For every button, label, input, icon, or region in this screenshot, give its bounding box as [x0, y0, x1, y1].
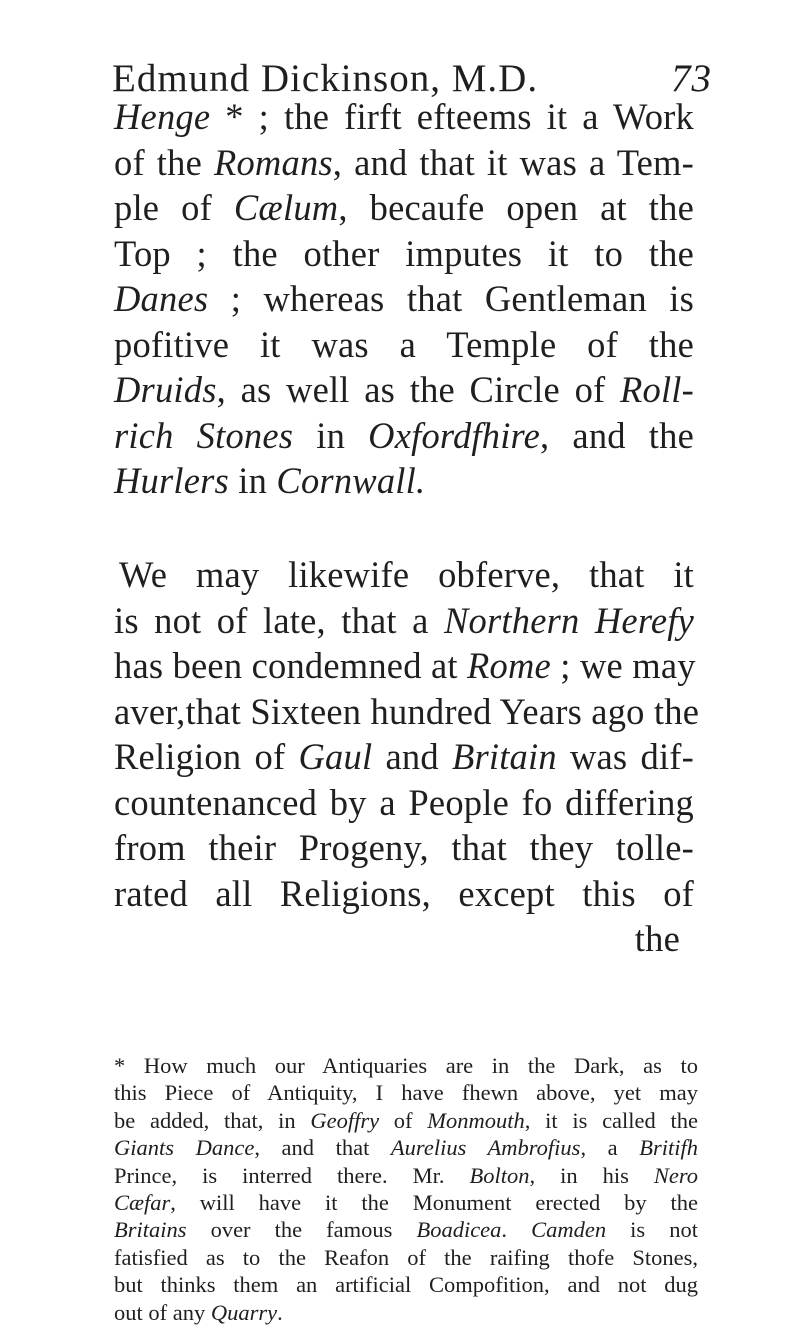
italic-term: Britifh [639, 1135, 698, 1161]
italic-term: Boadicea [416, 1217, 502, 1243]
text-run: , in his [529, 1162, 654, 1188]
footnote-line: but thinks them an artificial Compofition, and not dug [114, 1272, 698, 1298]
italic-term: Britain [451, 736, 557, 777]
text-run: and [372, 736, 452, 777]
footnote-line [114, 1299, 698, 1326]
text-run: over the famous [186, 1217, 417, 1243]
text-line [114, 367, 694, 413]
italic-term: Roll- [620, 369, 694, 410]
italic-term: Henge [114, 96, 211, 137]
italic-term: Cælum [233, 187, 339, 228]
italic-term: Camden [531, 1217, 607, 1243]
text-run: of [379, 1107, 428, 1133]
text-run: , as well as the Circle of [216, 369, 621, 410]
page-number: 73 [671, 57, 712, 100]
paragraph-1 [114, 94, 694, 504]
text-run: has been condemned at [114, 645, 468, 686]
text-run: out of any [114, 1299, 211, 1325]
text-run: Religion of [114, 736, 299, 777]
text-line: pofitive it was a Temple of the [114, 323, 694, 365]
footnote-line [114, 1134, 698, 1161]
footnote [114, 1052, 698, 1326]
text-line [114, 734, 694, 780]
text-run: , becaufe open at the [338, 187, 694, 228]
footnote-line [114, 1162, 698, 1189]
footnote-line [114, 1107, 698, 1134]
italic-term: Britains [114, 1217, 187, 1243]
italic-term: Quarry [210, 1299, 278, 1325]
text-run: in [228, 460, 277, 501]
text-run: , will have it the Monument erected by the [170, 1189, 698, 1215]
footnote-line [114, 1216, 698, 1243]
text-run: , it is called the [524, 1107, 698, 1133]
paragraph-2 [114, 552, 700, 962]
text-run: , and that it was a Tem- [332, 141, 694, 183]
text-run: was dif- [556, 736, 694, 777]
text-run: , a [580, 1135, 640, 1161]
italic-term: Northern Herefy [444, 599, 695, 641]
footnote-line: fatisfied as to the Reafon of the raifing thofe Stones, [114, 1244, 698, 1270]
text-line: countenanced by a People fo differing [114, 781, 694, 823]
text-run: ; whereas that Gentleman is [208, 278, 694, 319]
text-run: is not of late, that a [114, 599, 444, 641]
text-line: rated all Religions, except this of [114, 872, 694, 914]
italic-term: Hurlers [114, 460, 229, 501]
italic-term: Druids [114, 369, 217, 410]
italic-term: Bolton [469, 1162, 530, 1188]
running-title: Edmund Dickinson, M.D. [112, 57, 539, 100]
italic-term: Nero [653, 1162, 698, 1188]
text-line: from their Progeny, that they tolle- [114, 827, 694, 868]
italic-term: Romans [213, 141, 333, 183]
small-caps-opening: We [119, 554, 168, 595]
italic-term: Giants Dance [114, 1135, 255, 1161]
footnote-line: this Piece of Antiquity, I have fhewn above, yet may [114, 1080, 698, 1106]
italic-term: Danes [114, 278, 209, 319]
text-line: Top ; the other imputes it to the [114, 232, 694, 274]
text-run: , and the [540, 414, 694, 456]
text-run: ; we may [550, 645, 696, 686]
text-run: may likewife obferve, that it [167, 554, 694, 595]
footnote-line: * How much our Antiquaries are in the Dark, as to [114, 1053, 698, 1078]
text-run: ple of [114, 187, 234, 228]
italic-term: Oxfordfhire [368, 414, 540, 456]
text-run: Prince, is interred there. Mr. [114, 1162, 470, 1188]
text-run: , and that [254, 1135, 391, 1161]
text-line [114, 94, 694, 140]
text-run: in [293, 414, 369, 456]
text-line [114, 552, 694, 598]
text-run: of the [114, 141, 214, 183]
catchword: the [634, 918, 680, 959]
italic-term: Gaul [298, 736, 373, 777]
text-line [114, 413, 694, 459]
italic-term: Cæfar [114, 1189, 171, 1215]
text-line [114, 458, 694, 504]
text-run: be added, that, in [114, 1107, 311, 1133]
text-line [114, 185, 694, 231]
text-line: aver,that Sixteen hundred Years ago the [114, 690, 700, 732]
footnote-line [114, 1189, 698, 1216]
text-run: . [501, 1217, 532, 1243]
italic-term: Monmouth [427, 1107, 525, 1133]
italic-term: Rome [467, 645, 551, 686]
text-line [114, 140, 694, 186]
italic-term: Cornwall. [276, 460, 426, 501]
text-line [114, 276, 694, 322]
italic-term: Aurelius Ambrofius [390, 1135, 581, 1161]
text-run: is not [606, 1217, 698, 1243]
italic-term: rich Stones [114, 414, 294, 456]
text-run: . [277, 1299, 283, 1325]
italic-term: Geoffry [310, 1107, 380, 1133]
text-run: * ; the firft efteems it a Work [210, 96, 694, 137]
text-line [114, 598, 694, 644]
text-line [114, 643, 694, 689]
